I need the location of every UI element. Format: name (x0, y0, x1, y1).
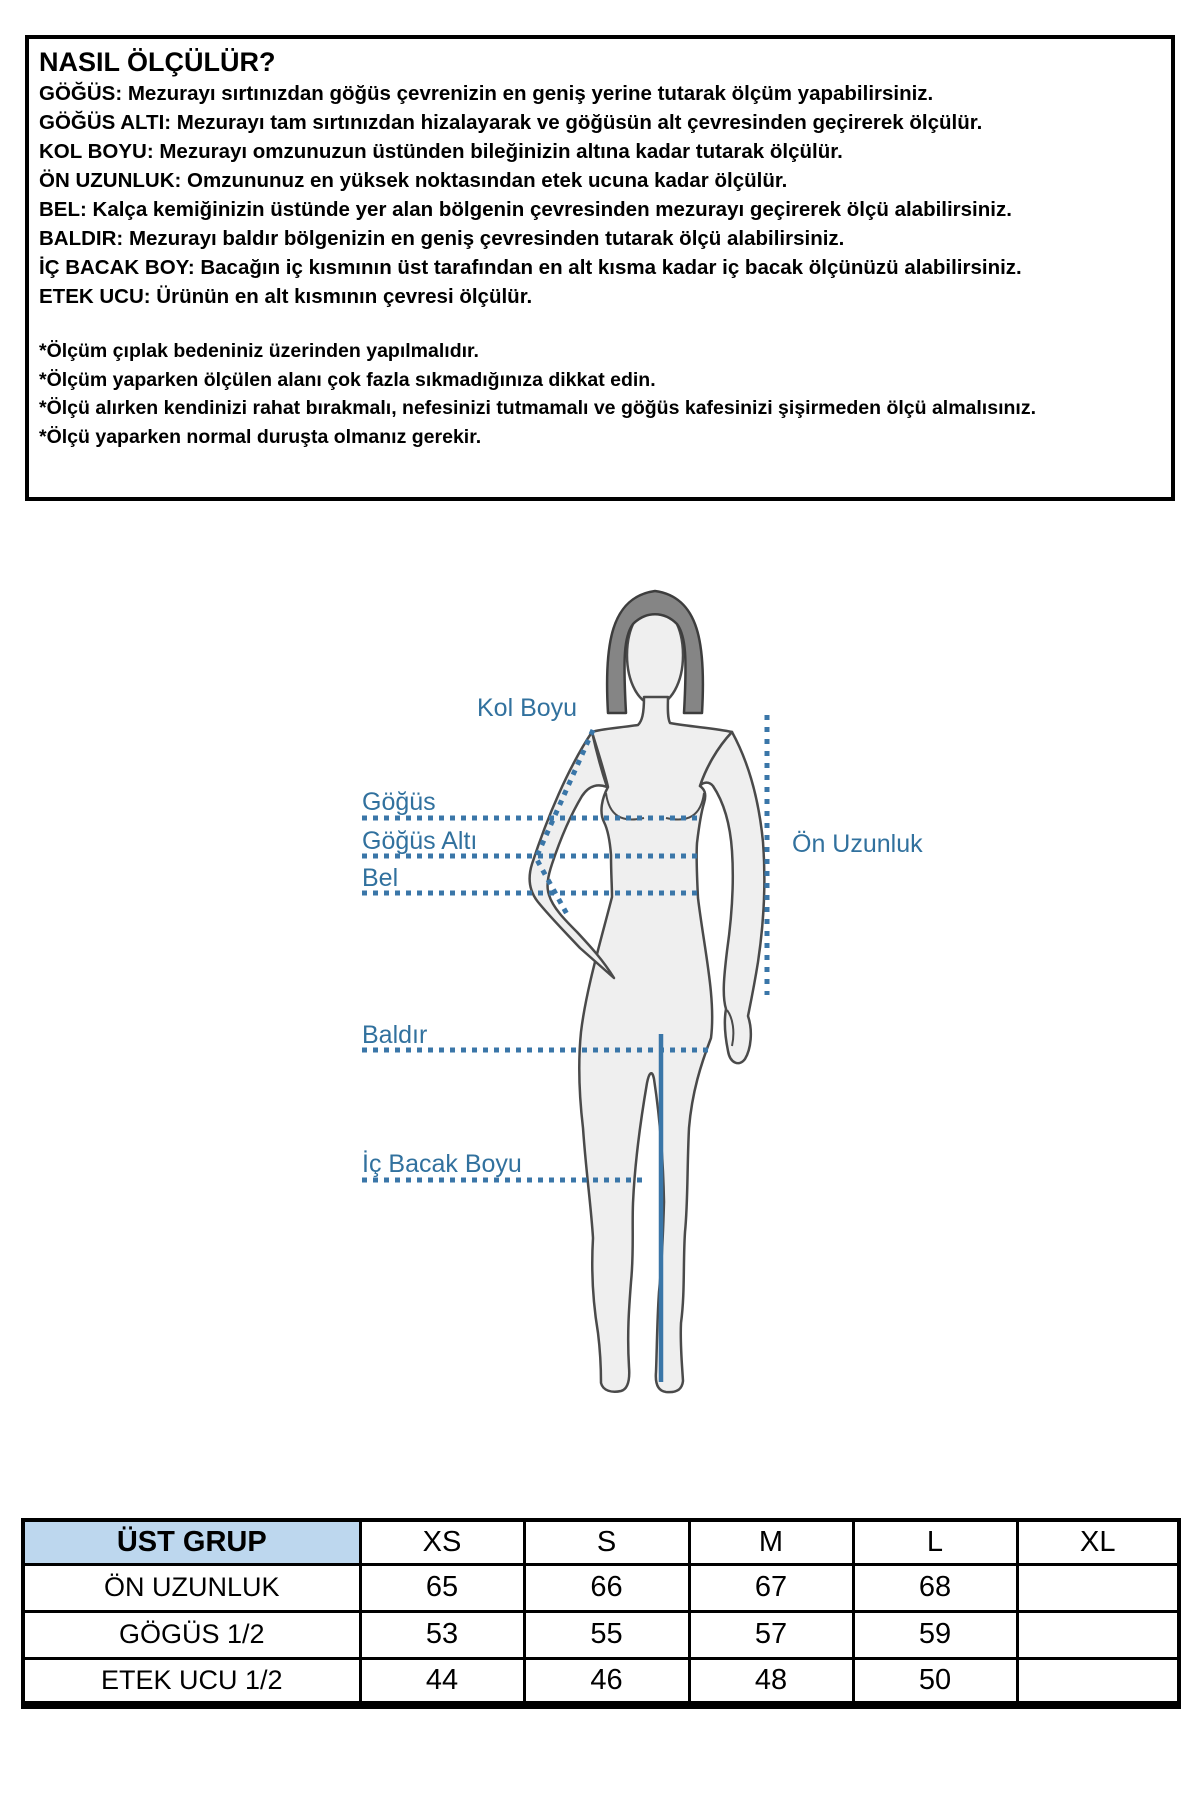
guide-definition-gogus: GÖĞÜS: Mezurayı sırtınızdan göğüs çevrenizin en geniş yerine tutarak ölçüm yapabilirsiniz. (39, 82, 934, 105)
size-value: 46 (524, 1658, 689, 1705)
size-value: 66 (524, 1564, 689, 1611)
gogus-alti-label: Göğüs Altı (362, 827, 478, 855)
table-row-on-uzunluk (23, 1564, 1179, 1611)
table-row-etek-ucu (23, 1658, 1179, 1705)
size-value: 68 (853, 1564, 1017, 1611)
size-value: 53 (360, 1611, 524, 1658)
gogus-label: Göğüs (362, 788, 436, 816)
size-header-xs: XS (360, 1520, 524, 1564)
size-value: 48 (689, 1658, 853, 1705)
guide-definition-kol-boyu: KOL BOYU: Mezurayı omzunuzun üstünden bileğinizin altına kadar tutarak ölçülür. (39, 140, 843, 163)
guide-note-3: *Ölçü alırken kendinizi rahat bırakmalı, nefesinizi tutmamalı ve göğüs kafesinizi şişirmeden ölçü almalısınız. (39, 397, 1036, 419)
size-value: 59 (853, 1611, 1017, 1658)
group-header-cell: ÜST GRUP (23, 1520, 360, 1564)
on-uzunluk-label: Ön Uzunluk (792, 830, 923, 858)
baldir-label: Baldır (362, 1021, 428, 1049)
size-table (21, 1518, 1181, 1709)
kol-boyu-label: Kol Boyu (477, 694, 578, 722)
size-value (1017, 1611, 1179, 1658)
guide-definition-gogus-alti: GÖĞÜS ALTI: Mezurayı tam sırtınızdan hizalayarak ve göğüsün alt çevresinden geçirerek ölçülür. (39, 111, 983, 134)
torso-legs-shape (579, 697, 732, 1392)
bel-label: Bel (362, 864, 399, 892)
size-value: 50 (853, 1658, 1017, 1705)
size-header-l: L (853, 1520, 1017, 1564)
guide-note-1: *Ölçüm çıplak bedeniniz üzerinden yapılmalıdır. (39, 340, 479, 362)
size-value (1017, 1658, 1179, 1705)
guide-definition-ic-bacak: İÇ BACAK BOY: Bacağın iç kısmının üst tarafından en alt kısma kadar iç bacak ölçünüzü alabilirsiniz. (39, 256, 1022, 279)
size-value: 65 (360, 1564, 524, 1611)
table-row-gogus (23, 1611, 1179, 1658)
guide-definition-baldir: BALDIR: Mezurayı baldır bölgenizin en geniş çevresinden tutarak ölçü alabilirsiniz. (39, 227, 845, 250)
size-value: 44 (360, 1658, 524, 1705)
size-value: 67 (689, 1564, 853, 1611)
size-header-m: M (689, 1520, 853, 1564)
guide-title: NASIL ÖLÇÜLÜR? (39, 47, 276, 77)
row-label: ETEK UCU 1/2 (23, 1658, 360, 1705)
size-header-xl: XL (1017, 1520, 1179, 1564)
size-value (1017, 1564, 1179, 1611)
row-label: GÖGÜS 1/2 (23, 1611, 360, 1658)
size-value: 57 (689, 1611, 853, 1658)
guide-note-4: *Ölçü yaparken normal duruşta olmanız gerekir. (39, 425, 482, 448)
size-value: 55 (524, 1611, 689, 1658)
guide-note-2: *Ölçüm yaparken ölçülen alanı çok fazla sıkmadığınıza dikkat edin. (39, 368, 656, 391)
ic-bacak-boyu-label: İç Bacak Boyu (362, 1150, 522, 1178)
guide-definition-etek-ucu: ETEK UCU: Ürünün en alt kısmının çevresi ölçülür. (39, 285, 533, 308)
size-table-header-row (23, 1520, 1179, 1564)
guide-definition-on-uzunluk: ÖN UZUNLUK: Omzununuz en yüksek noktasından etek ucuna kadar ölçülür. (39, 169, 788, 192)
size-header-s: S (524, 1520, 689, 1564)
row-label: ÖN UZUNLUK (23, 1564, 360, 1611)
guide-definition-bel: BEL: Kalça kemiğinizin üstünde yer alan bölgenin çevresinden mezurayı geçirerek ölçü alabilirsiniz. (39, 198, 1012, 221)
